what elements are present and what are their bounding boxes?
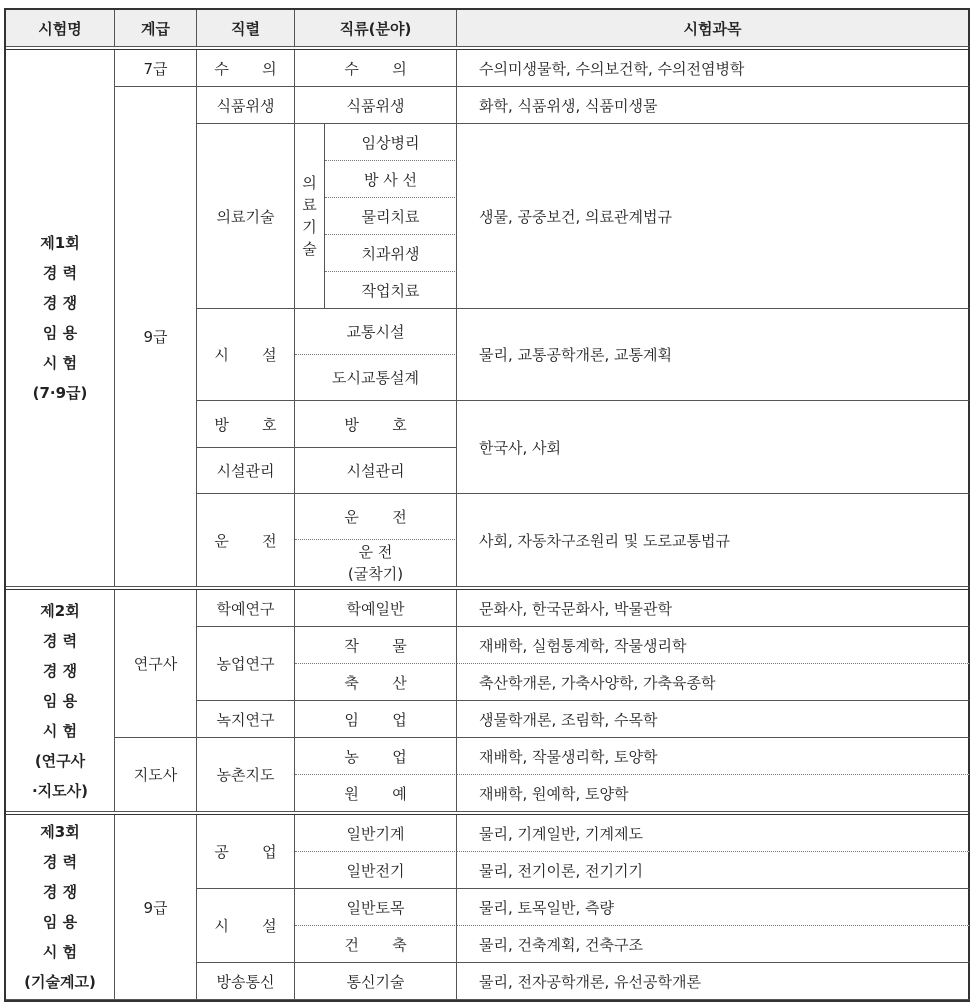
series-cell: 농업연구 <box>197 627 295 701</box>
field-cell: 농 업 <box>295 738 457 775</box>
subjects-cell: 수의미생물학, 수의보건학, 수의전염병학 <box>457 50 970 87</box>
field-cell: 축 산 <box>295 664 457 701</box>
field-cell: 일반기계 <box>295 815 457 852</box>
subjects-cell: 물리, 토목일반, 측량 <box>457 889 970 926</box>
field-cell: 방 호 <box>295 401 457 448</box>
header-grade: 계급 <box>115 10 197 47</box>
subjects-cell: 생물, 공중보건, 의료관계법규 <box>457 124 970 309</box>
grade-cell: 지도사 <box>115 738 197 812</box>
field-cell: 일반전기 <box>295 852 457 889</box>
grade-cell: 9급 <box>115 815 197 1000</box>
subjects-cell: 사회, 자동차구조원리 및 도로교통법규 <box>457 494 970 587</box>
series-cell: 농촌지도 <box>197 738 295 812</box>
series-cell: 의료기술 <box>197 124 295 309</box>
subjects-cell: 물리, 기계일반, 기계제도 <box>457 815 970 852</box>
header-row <box>6 10 970 47</box>
table-row <box>6 50 970 87</box>
field-cell: 방 사 선 <box>325 161 457 198</box>
field-cell: 건 축 <box>295 926 457 963</box>
field-cell: 물리치료 <box>325 198 457 235</box>
field-group-cell: 의 료 기 술 <box>295 124 325 309</box>
series-cell: 수 의 <box>197 50 295 87</box>
subjects-cell: 생물학개론, 조림학, 수목학 <box>457 701 970 738</box>
header-field: 직류(분야) <box>295 10 457 47</box>
field-cell: 교통시설 <box>295 309 457 355</box>
table-row <box>6 738 970 775</box>
subjects-cell: 화학, 식품위생, 식품미생물 <box>457 87 970 124</box>
series-cell: 공 업 <box>197 815 295 889</box>
series-cell: 시설관리 <box>197 448 295 494</box>
table-row <box>6 590 970 627</box>
subjects-cell: 물리, 교통공학개론, 교통계획 <box>457 309 970 401</box>
grade-cell: 7급 <box>115 50 197 87</box>
subjects-cell: 물리, 전자공학개론, 유선공학개론 <box>457 963 970 1000</box>
divider <box>6 1000 970 1002</box>
field-cell: 도시교통설계 <box>295 355 457 401</box>
series-cell: 운 전 <box>197 494 295 587</box>
exam-name-1: 제1회 경 력 경 쟁 임 용 시 험 (7·9급) <box>6 50 115 587</box>
field-cell: 운 전 <box>295 494 457 540</box>
exam-name-3: 제3회 경 력 경 쟁 임 용 시 험 (기술계고) <box>6 815 115 1000</box>
series-cell: 녹지연구 <box>197 701 295 738</box>
subjects-cell: 문화사, 한국문화사, 박물관학 <box>457 590 970 627</box>
field-cell: 학예일반 <box>295 590 457 627</box>
field-cell: 수 의 <box>295 50 457 87</box>
field-cell: 작 물 <box>295 627 457 664</box>
field-cell: 운 전 (굴착기) <box>295 540 457 587</box>
series-cell: 방송통신 <box>197 963 295 1000</box>
grade-cell: 연구사 <box>115 590 197 738</box>
grade-cell: 9급 <box>115 87 197 587</box>
field-cell: 일반토목 <box>295 889 457 926</box>
exam-subjects-table <box>4 8 970 1002</box>
field-cell: 임상병리 <box>325 124 457 161</box>
subjects-cell: 축산학개론, 가축사양학, 가축육종학 <box>457 664 970 701</box>
field-cell: 식품위생 <box>295 87 457 124</box>
subjects-cell: 물리, 건축계획, 건축구조 <box>457 926 970 963</box>
series-cell: 식품위생 <box>197 87 295 124</box>
header-exam-name: 시험명 <box>6 10 115 47</box>
subjects-cell: 물리, 전기이론, 전기기기 <box>457 852 970 889</box>
subjects-cell: 재배학, 실험통계학, 작물생리학 <box>457 627 970 664</box>
series-cell: 방 호 <box>197 401 295 448</box>
subjects-cell: 한국사, 사회 <box>457 401 970 494</box>
series-cell: 시 설 <box>197 309 295 401</box>
header-series: 직렬 <box>197 10 295 47</box>
series-cell: 학예연구 <box>197 590 295 627</box>
subjects-cell: 재배학, 원예학, 토양학 <box>457 775 970 812</box>
field-cell: 치과위생 <box>325 235 457 272</box>
field-cell: 임 업 <box>295 701 457 738</box>
series-cell: 시 설 <box>197 889 295 963</box>
field-cell: 통신기술 <box>295 963 457 1000</box>
table-row <box>6 815 970 852</box>
field-cell: 시설관리 <box>295 448 457 494</box>
header-subjects: 시험과목 <box>457 10 970 47</box>
field-cell: 원 예 <box>295 775 457 812</box>
subjects-cell: 재배학, 작물생리학, 토양학 <box>457 738 970 775</box>
exam-name-2: 제2회 경 력 경 쟁 임 용 시 험 (연구사 ·지도사) <box>6 590 115 812</box>
field-cell: 작업치료 <box>325 272 457 309</box>
table-row <box>6 87 970 124</box>
